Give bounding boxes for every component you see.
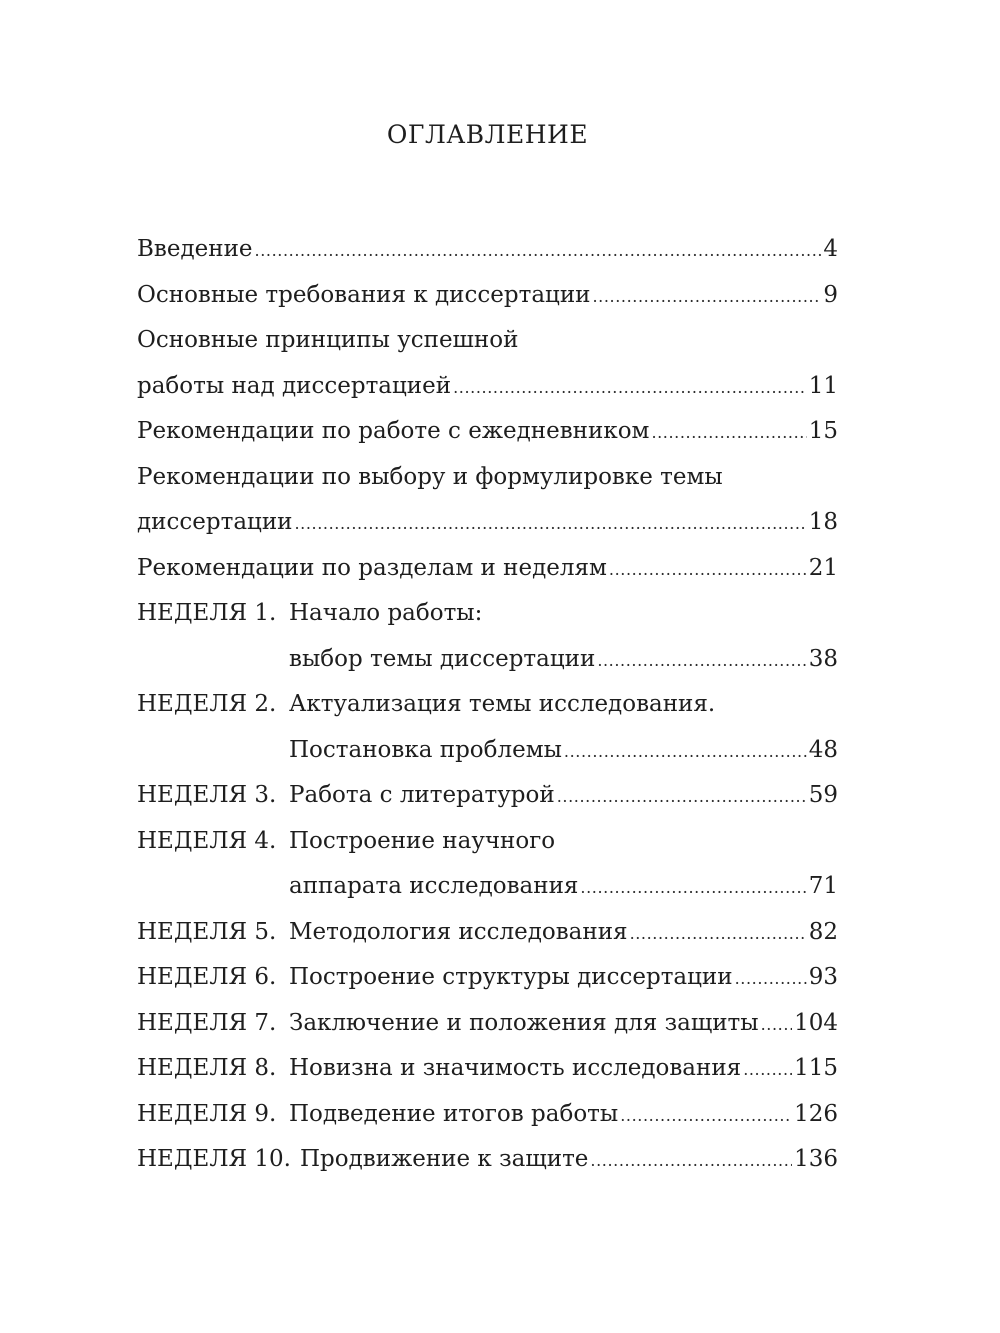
- dot-leader: [761, 1005, 793, 1045]
- dot-leader: [590, 1141, 792, 1181]
- toc-entry-text: Постановка проблемы: [289, 736, 562, 763]
- toc-entry-text: Построение структуры диссертации: [289, 964, 733, 990]
- toc-entry-text: Рекомендации по работе с ежедневником: [137, 418, 650, 444]
- dot-leader: [597, 641, 806, 681]
- week-label: НЕДЕЛЯ 4.: [137, 827, 277, 854]
- toc-entry[interactable]: [137, 366, 838, 412]
- dot-leader: [630, 914, 807, 954]
- toc-entry-continued[interactable]: [137, 457, 838, 503]
- toc-week-entry[interactable]: [137, 1094, 838, 1140]
- toc-page-number: 21: [808, 554, 838, 581]
- dot-leader: [735, 959, 807, 999]
- toc-week-entry[interactable]: [137, 821, 838, 867]
- toc-entry-text: работы над диссертацией: [137, 372, 452, 399]
- toc-week-entry[interactable]: [137, 684, 838, 730]
- week-label: НЕДЕЛЯ 7.: [137, 1009, 277, 1036]
- toc-entry-text: Рекомендации по разделам и неделям: [137, 554, 607, 581]
- toc-week-entry[interactable]: [137, 775, 838, 821]
- page-title: ОГЛАВЛЕНИЕ: [386, 120, 589, 149]
- toc-entry[interactable]: [137, 548, 838, 594]
- table-of-contents: [137, 229, 838, 1185]
- week-label: НЕДЕЛЯ 8.: [137, 1055, 277, 1081]
- toc-entry-text: Построение научного: [289, 827, 556, 854]
- toc-page-number: 115: [794, 1055, 838, 1081]
- dot-leader: [453, 368, 807, 408]
- toc-entry[interactable]: [137, 411, 838, 457]
- toc-entry-text: Подведение итогов работы: [289, 1100, 619, 1127]
- toc-entry-continued[interactable]: [137, 320, 838, 366]
- toc-page-number: 4: [823, 236, 838, 262]
- toc-page-number: 9: [823, 281, 838, 308]
- toc-week-entry[interactable]: [137, 730, 838, 776]
- toc-entry-text: Основные требования к диссертации: [137, 281, 591, 308]
- week-label: НЕДЕЛЯ 1.: [137, 600, 277, 626]
- toc-entry-text: диссертации: [137, 509, 293, 535]
- dot-leader: [609, 550, 807, 590]
- dot-leader: [743, 1050, 792, 1090]
- toc-entry-text: выбор темы диссертации: [289, 645, 596, 672]
- toc-page-number: 82: [808, 918, 838, 945]
- toc-entry-text: Продвижение к защите: [300, 1146, 589, 1172]
- toc-page-number: 71: [808, 873, 838, 899]
- toc-entry-text: Рекомендации по выбору и формулировке темы: [137, 463, 723, 490]
- toc-entry-text: Методология исследования: [289, 918, 628, 945]
- dot-leader: [620, 1096, 792, 1136]
- toc-page-number: 48: [808, 736, 838, 763]
- toc-page-number: 136: [794, 1146, 838, 1172]
- toc-week-entry[interactable]: [137, 593, 838, 639]
- toc-page-number: 126: [794, 1100, 838, 1127]
- toc-week-entry[interactable]: [137, 866, 838, 912]
- dot-leader: [651, 413, 806, 453]
- week-label: НЕДЕЛЯ 5.: [137, 918, 277, 945]
- toc-week-entry[interactable]: [137, 639, 838, 685]
- toc-week-entry[interactable]: [137, 957, 838, 1003]
- toc-entry-text: Актуализация темы исследования.: [289, 691, 716, 717]
- toc-entry[interactable]: [137, 275, 838, 321]
- toc-entry-text: аппарата исследования: [289, 873, 579, 899]
- week-label: НЕДЕЛЯ 6.: [137, 964, 277, 990]
- week-label: НЕДЕЛЯ 10.: [137, 1146, 291, 1172]
- toc-week-entry[interactable]: [137, 1003, 838, 1049]
- week-label: НЕДЕЛЯ 9.: [137, 1100, 277, 1127]
- dot-leader: [564, 732, 807, 772]
- toc-entry-text: Новизна и значимость исследования: [289, 1055, 742, 1081]
- toc-page-number: 11: [808, 372, 838, 399]
- toc-page-number: 15: [808, 418, 838, 444]
- toc-page-number: 59: [808, 782, 838, 808]
- dot-leader: [580, 868, 806, 908]
- toc-page-number: 38: [808, 645, 838, 672]
- toc-week-entry[interactable]: [137, 1139, 838, 1185]
- toc-week-entry[interactable]: [137, 912, 838, 958]
- toc-week-entry[interactable]: [137, 1048, 838, 1094]
- toc-entry-text: Основные принципы успешной: [137, 327, 519, 353]
- toc-entry-text: Введение: [137, 236, 253, 262]
- toc-page-number: 18: [808, 509, 838, 535]
- dot-leader: [255, 231, 822, 271]
- dot-leader: [557, 777, 807, 817]
- dot-leader: [294, 504, 806, 544]
- toc-entry[interactable]: [137, 229, 838, 275]
- toc-entry[interactable]: [137, 502, 838, 548]
- toc-page-number: 104: [794, 1009, 838, 1036]
- week-label: НЕДЕЛЯ 2.: [137, 691, 277, 717]
- dot-leader: [592, 277, 821, 317]
- week-label: НЕДЕЛЯ 3.: [137, 782, 277, 808]
- toc-entry-text: Работа с литературой: [289, 782, 555, 808]
- toc-entry-text: Начало работы:: [289, 600, 483, 626]
- toc-entry-text: Заключение и положения для защиты: [289, 1009, 759, 1036]
- toc-page-number: 93: [808, 964, 838, 990]
